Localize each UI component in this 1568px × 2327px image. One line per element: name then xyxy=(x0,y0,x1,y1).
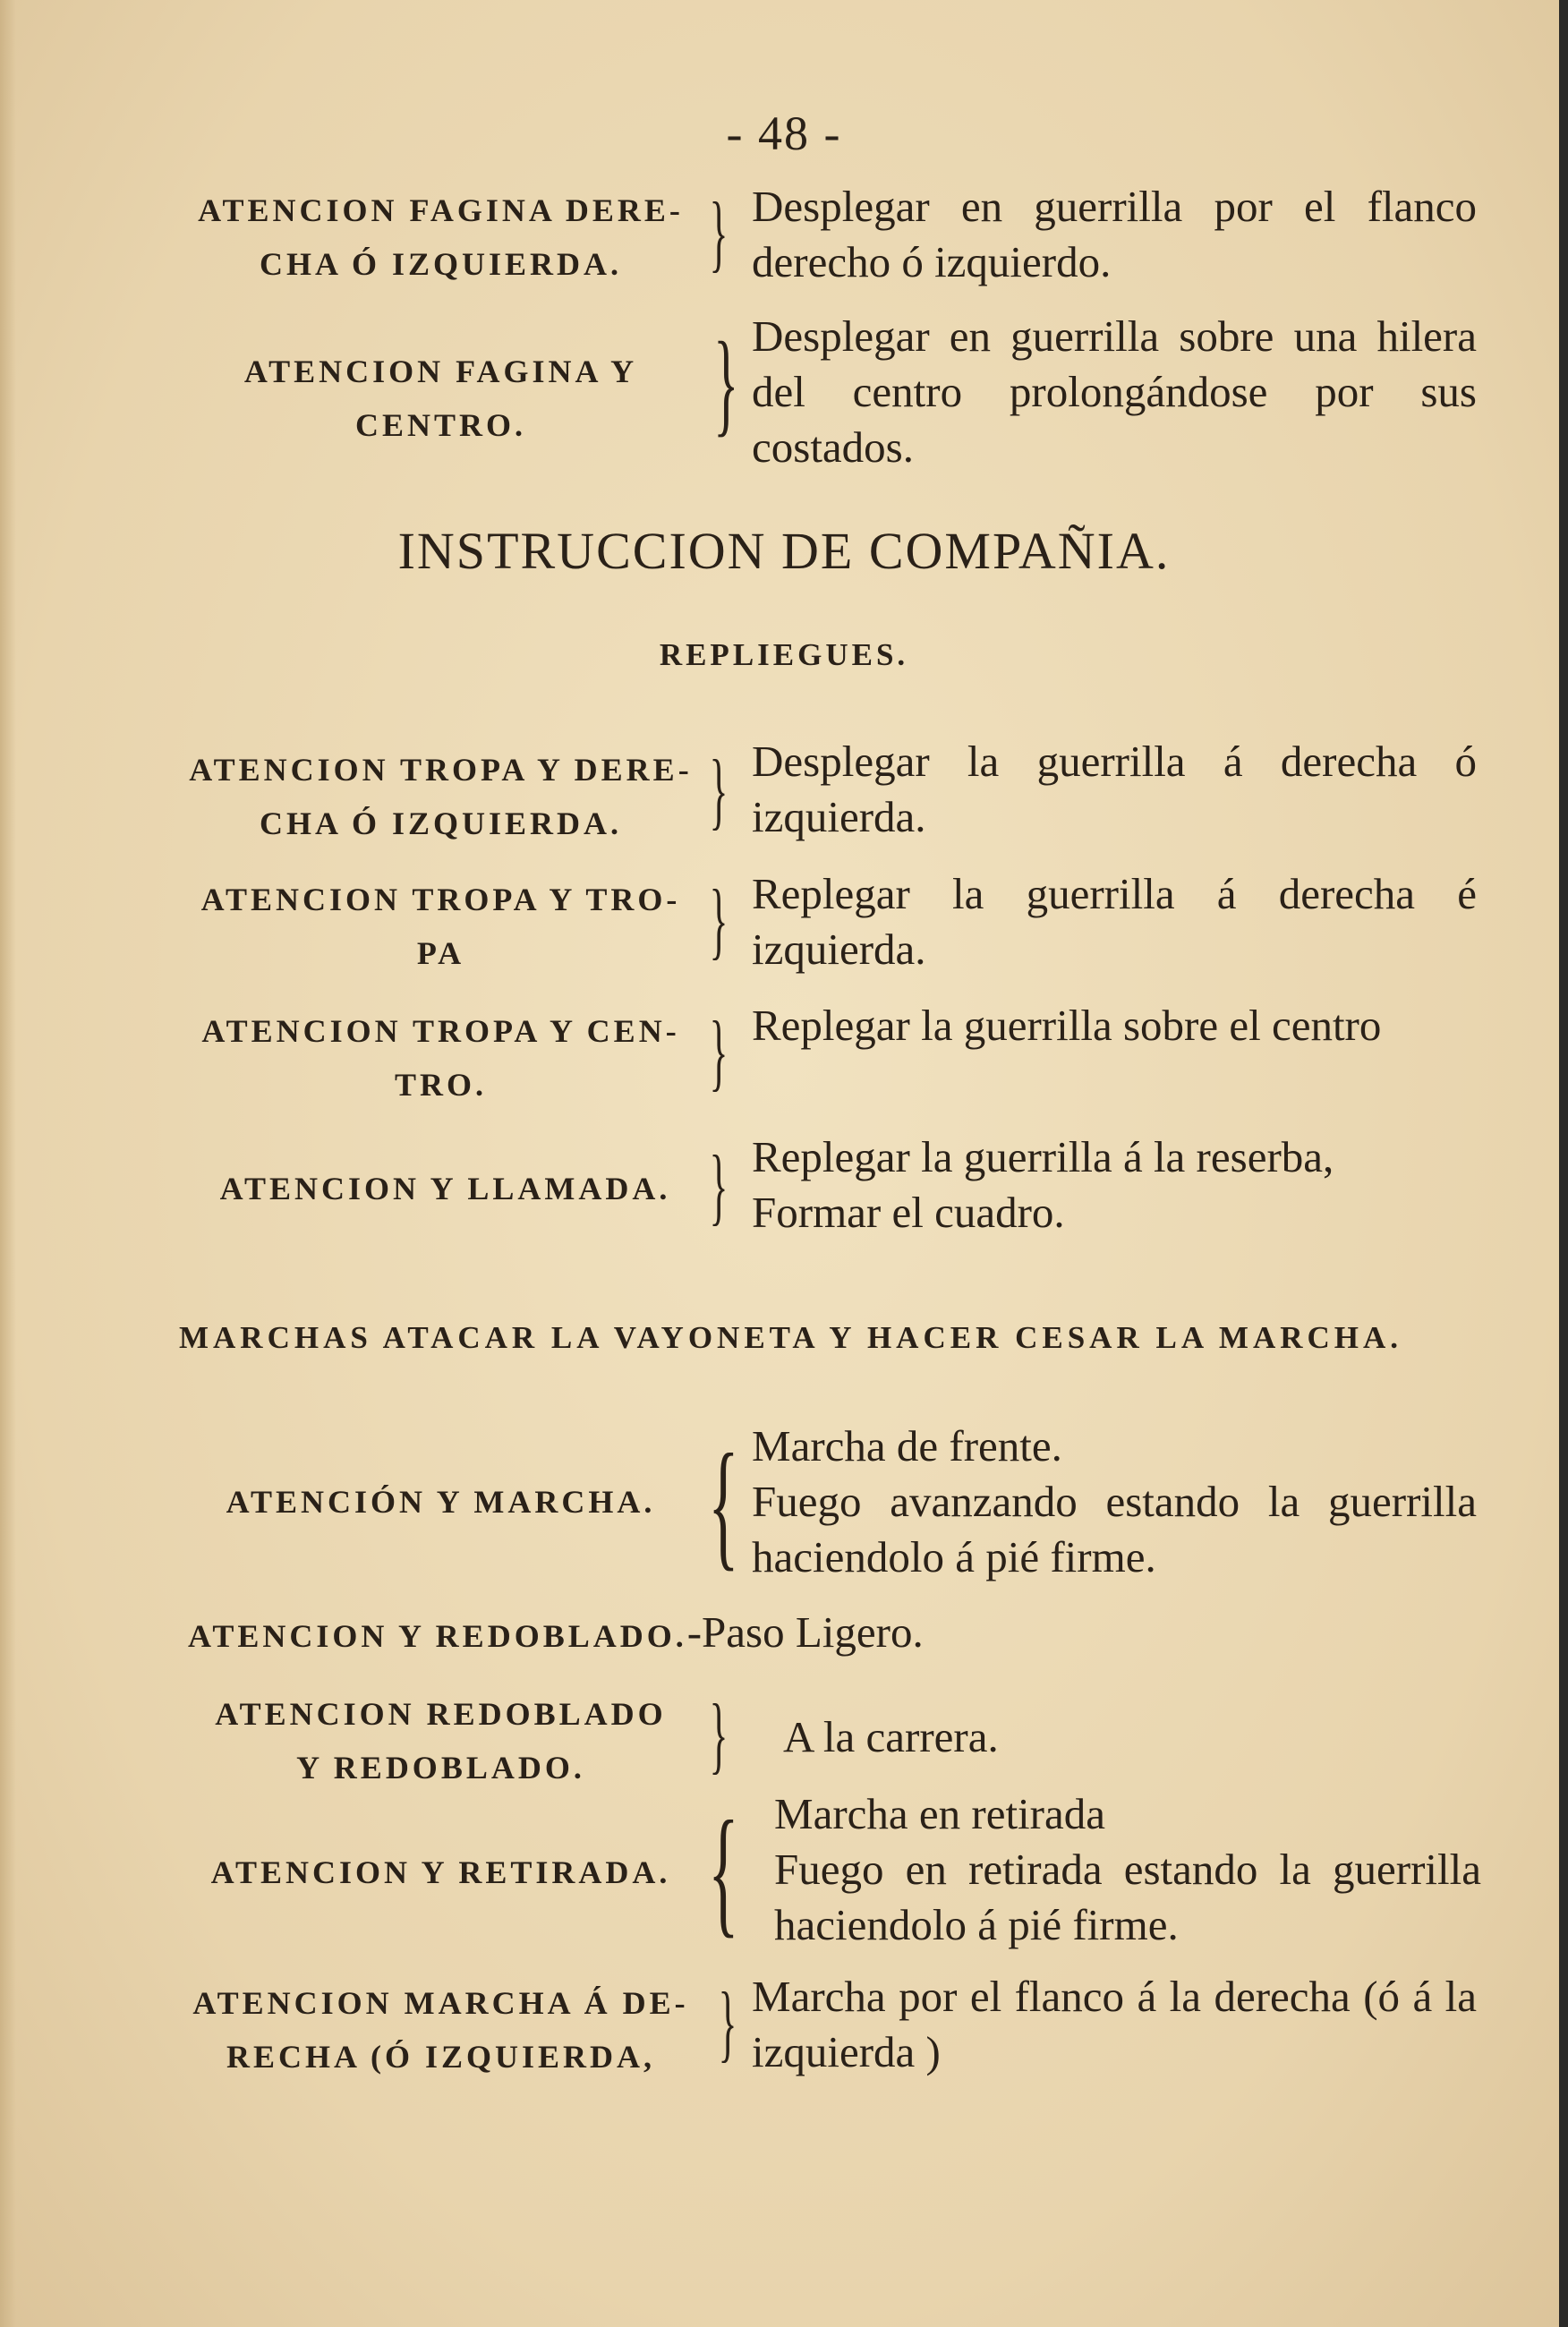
command-tropa-derecha xyxy=(175,743,707,850)
marchas-heading: MARCHAS ATACAR LA VAYONETA Y HACER CESAR LA MARCHA. xyxy=(179,1320,1403,1355)
command-line: PA xyxy=(416,935,465,971)
command-line: ATENCION MARCHA Á DE- xyxy=(192,1985,689,2021)
command-fagina-centro xyxy=(175,345,707,452)
command-line: ATENCION FAGINA Y xyxy=(243,354,638,389)
redoblado-row xyxy=(188,1607,924,1658)
brace-icon: } xyxy=(709,1686,729,1782)
page-edge-dark xyxy=(1559,0,1568,2327)
command-line: CENTRO. xyxy=(354,407,527,443)
subsection-title: REPLIEGUES. xyxy=(659,637,909,672)
command-line: CHA Ó IZQUIERDA. xyxy=(259,246,623,282)
command-line: ATENCION TROPA Y DERE- xyxy=(189,752,693,788)
brace-icon: } xyxy=(709,1003,729,1099)
description-tropa-derecha: Desplegar la guerrilla á derecha ó izquierda. xyxy=(752,737,1477,841)
command-redoblado: ATENCION Y REDOBLADO. xyxy=(188,1618,687,1654)
description-fagina-derecha: Desplegar en guerrilla por el flanco derecho ó izquierdo. xyxy=(752,182,1477,286)
command-tropa-tropa xyxy=(175,873,707,980)
description-line: Marcha de frente. xyxy=(752,1421,1062,1470)
command-redoblado-redoblado xyxy=(175,1687,707,1794)
description-marcha xyxy=(752,1419,1477,1585)
description-llamada xyxy=(752,1129,1477,1240)
description-marcha-derecha: Marcha por el flanco á la derecha (ó á la izquierda ) xyxy=(752,1972,1477,2076)
brace-icon: } xyxy=(709,1138,729,1233)
command-marcha-derecha xyxy=(175,1976,707,2084)
description-line: Formar el cuadro. xyxy=(752,1188,1065,1237)
command-retirada: ATENCION Y RETIRADA. xyxy=(210,1854,671,1890)
page-edge-shadow xyxy=(0,0,16,2327)
description-retirada xyxy=(774,1786,1481,1953)
command-line: ATENCION TROPA Y CEN- xyxy=(201,1013,680,1049)
description-line: Fuego avanzando estando la guerrilla haciendolo á pié firme. xyxy=(752,1477,1477,1581)
command-line: RECHA (Ó IZQUIERDA, xyxy=(226,2039,656,2075)
command-marcha: ATENCIÓN Y MARCHA. xyxy=(226,1484,656,1520)
brace-icon: } xyxy=(713,319,739,448)
command-line: ATENCION FAGINA DERE- xyxy=(198,192,684,228)
page-number: - 48 - xyxy=(726,107,842,160)
brace-icon: { xyxy=(708,1791,739,1950)
brace-icon: } xyxy=(709,872,729,967)
description-tropa-centro: Replegar la guerrilla sobre el centro xyxy=(752,1001,1382,1050)
brace-icon: } xyxy=(709,184,729,280)
description-redoblado-redoblado: A la carrera. xyxy=(783,1712,999,1761)
command-line: TRO. xyxy=(394,1067,487,1103)
description-line: Replegar la guerrilla á la reserba, xyxy=(752,1132,1334,1181)
brace-icon: } xyxy=(709,742,729,838)
command-llamada: ATENCION Y LLAMADA. xyxy=(219,1171,671,1206)
description-redoblado: -Paso Ligero. xyxy=(686,1607,924,1657)
brace-icon: { xyxy=(708,1424,739,1583)
command-line: Y REDOBLADO. xyxy=(296,1750,585,1786)
description-fagina-centro: Desplegar en guerrilla sobre una hilera del centro prolongándose por sus costados. xyxy=(752,311,1477,472)
description-line: Fuego en retirada estando la guerrilla haciendolo á pié firme. xyxy=(774,1845,1481,1949)
brace-icon: } xyxy=(718,1974,737,2070)
description-tropa-tropa: Replegar la guerrilla á derecha é izquierda. xyxy=(752,869,1477,974)
description-line: Marcha en retirada xyxy=(774,1789,1105,1838)
command-tropa-centro xyxy=(175,1004,707,1112)
command-line: CHA Ó IZQUIERDA. xyxy=(259,806,623,841)
command-line: ATENCION REDOBLADO xyxy=(215,1696,667,1732)
command-line: ATENCION TROPA Y TRO- xyxy=(200,882,681,917)
section-title: INSTRUCCION DE COMPAÑIA. xyxy=(397,522,1171,580)
command-fagina-derecha xyxy=(175,183,707,291)
